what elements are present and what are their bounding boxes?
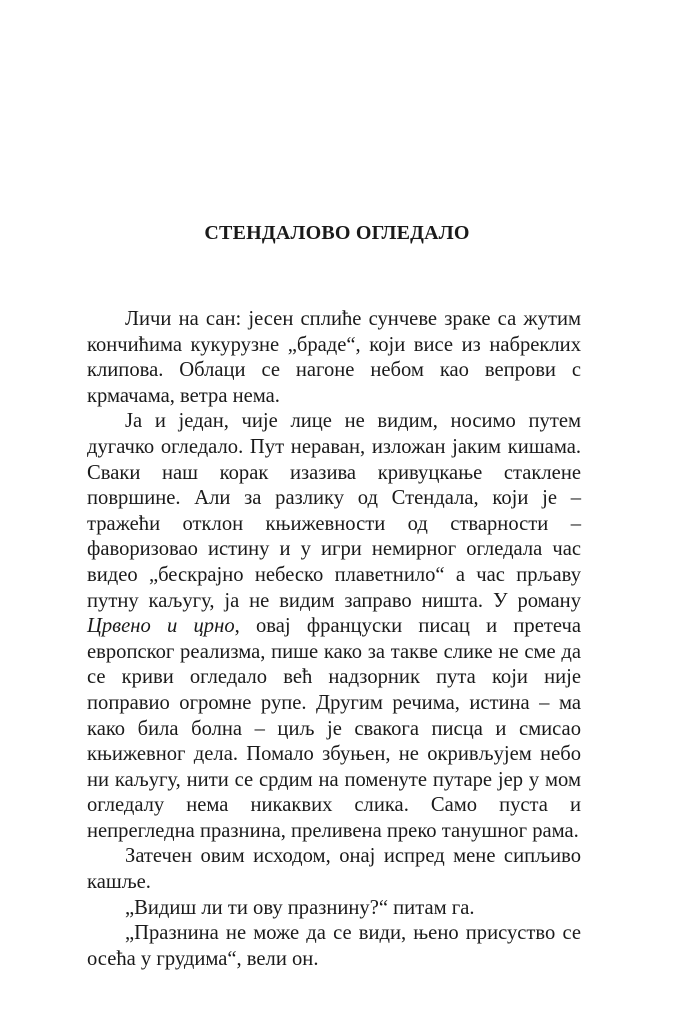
paragraph-2-end: , овај француски писац и претеча европског реализма, пише како за такве слике не сме да се криви огледало већ надзорник пута који није поправио огромне рупе. Другим речима, истина – ма како била болна – циљ је свакога писца и смисао књижевног дела. Помало збуњен, не окривљујем небо ни каљугу, нити се срдим на поменуте путаре јер у мом огледалу нема никаквих слика. Само пуста и непрегледна празнина, преливена преко танушног рама. <box>87 615 581 842</box>
chapter-title: СТЕНДАЛОВО ОГЛЕДАЛО <box>204 222 470 244</box>
novel-title: Црвено и црно <box>87 615 235 638</box>
chapter-body <box>87 307 581 972</box>
paragraph-3: Затечен овим исходом, онај испред мене сипљиво кашље. <box>87 845 581 894</box>
paragraph-1: Личи на сан: јесен сплиће сунчеве зраке са жутим кончићима кукурузне „браде“, који висе из набреклих клипова. Облаци се нагоне небом као вепрови с крмачама, ветра нема. <box>87 308 581 407</box>
paragraph-2-start: Ја и један, чије лице не видим, носимо путем дугачко огледало. Пут нераван, изложан јаким кишама. Сваки наш корак изазива кривуцкање стаклене површине. Али за разлику од Стендала, који је – тражећи отклон књижевности од стварности – фаворизовао истину и у игри немирног огледала час видео „бескрајно небеско плаветнило“ а час прљаву путну каљугу, ја не видим заправо ништа. У роману <box>87 410 581 612</box>
paragraph-5: „Празнина не може да се види, њено присуство се осећа у грудима“, вели он. <box>87 922 581 970</box>
paragraph-4: „Видиш ли ти ову празнину?“ питам га. <box>125 896 475 919</box>
paragraph-2 <box>87 409 581 844</box>
